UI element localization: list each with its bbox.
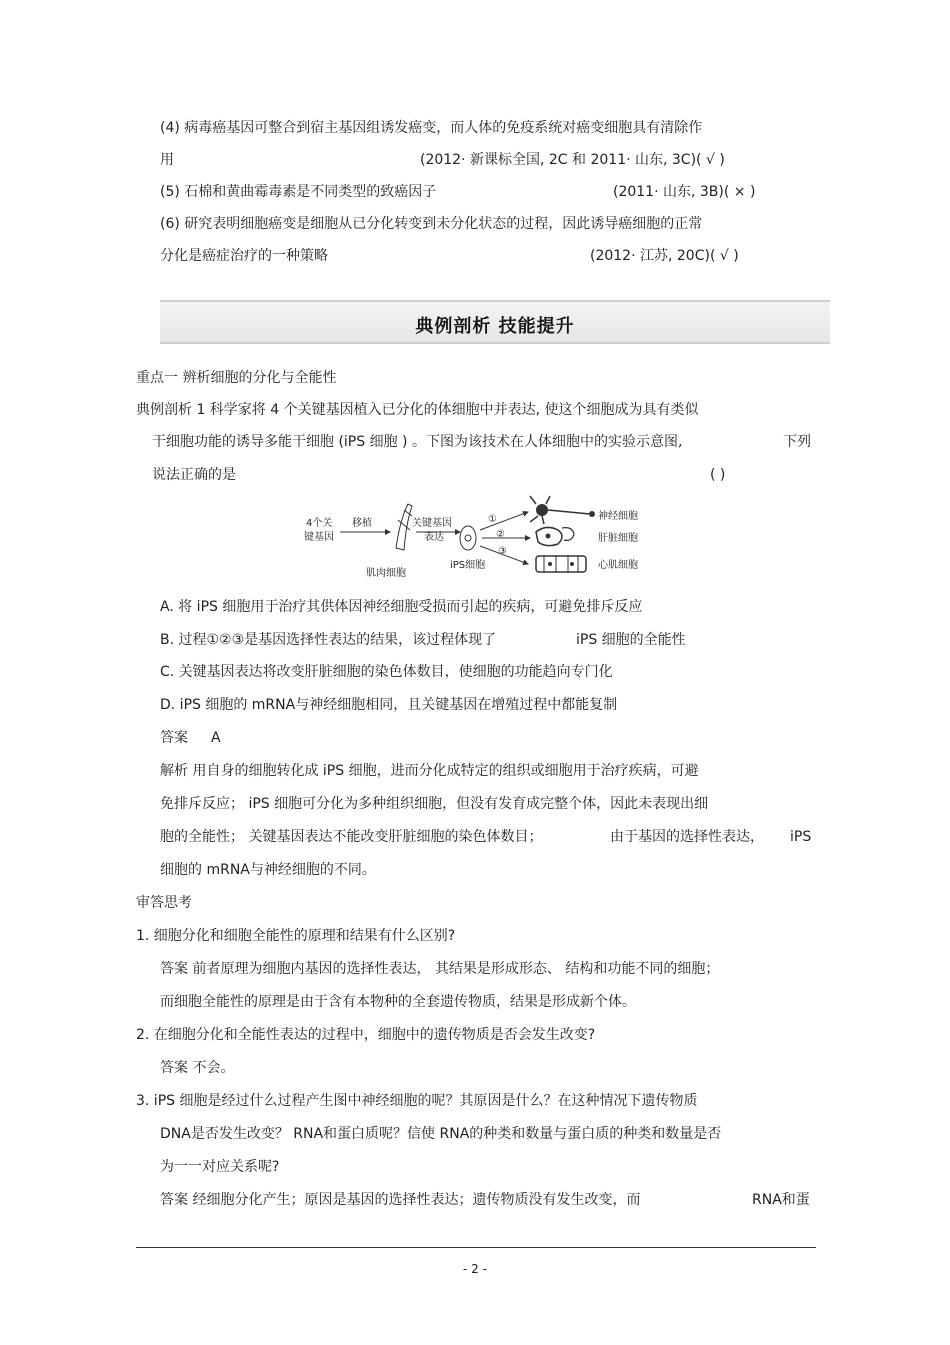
thinking-q2: 2. 在细胞分化和全能性表达的过程中，细胞中的遗传物质是否会发生改变? xyxy=(136,1027,596,1043)
thinking-a3: 答案 经细胞分化产生；原因是基因的选择性表达；遗传物质没有发生改变，而 xyxy=(160,1192,641,1208)
item-4-source: (2012· 新课标全国, 2C 和 2011· 山东, 3C)( √ ) xyxy=(420,152,725,168)
question-line-3: 说法正确的是 xyxy=(152,467,236,483)
item-4-line-2: 用 xyxy=(160,152,174,168)
neuron-drawing xyxy=(530,496,595,524)
label-muscle: 肌肉细胞 xyxy=(366,568,406,579)
page-number: - 2 - xyxy=(463,1262,487,1276)
item-4-line-1: (4) 病毒癌基因可整合到宿主基因组诱发癌变，而人体的免疫系统对癌变细胞具有清除作 xyxy=(160,120,703,136)
section-banner xyxy=(160,300,830,344)
liver-drawing xyxy=(536,527,574,545)
analysis-line-2: 免排斥反应； iPS 细胞可分化为多种组织细胞，但没有发育成完整个体，因此未表现出细 xyxy=(160,796,709,812)
label-heart: 心肌细胞 xyxy=(598,560,638,571)
analysis-line-4: 细胞的 mRNA与神经细胞的不同。 xyxy=(160,862,376,878)
item-5-source: (2011· 山东, 3B)( × ) xyxy=(613,184,756,200)
analysis-line-1: 解析 用自身的细胞转化成 iPS 细胞，进而分化成特定的组织或细胞用于治疗疾病，可避 xyxy=(160,763,699,779)
label-expression-1: 关键基因 xyxy=(412,518,452,529)
question-line-2: 干细胞功能的诱导多能干细胞 (iPS 细胞 ) 。下图为该技术在人体细胞中的实验示意图, xyxy=(152,434,683,450)
thinking-a1-line-1: 答案 前者原理为细胞内基因的选择性表达， 其结果是形成形态、 结构和功能不同的细胞； xyxy=(160,961,720,977)
option-a: A. 将 iPS 细胞用于治疗其供体因神经细胞受损而引起的疾病，可避免排斥反应 xyxy=(160,599,643,615)
analysis-line-3: 胞的全能性； 关键基因表达不能改变肝脏细胞的染色体数目； xyxy=(160,829,543,845)
analysis-line-3-mid: 由于基因的选择性表达， xyxy=(610,829,764,845)
label-genes-1: 4个关 xyxy=(306,518,333,529)
item-6-source: (2012· 江苏, 20C)( √ ) xyxy=(590,248,739,264)
thinking-a2: 答案 不会。 xyxy=(160,1060,235,1076)
thinking-a1-line-2: 而细胞全能性的原理是由于含有本物种的全套遗传物质，结果是形成新个体。 xyxy=(160,994,636,1010)
thinking-q3-line-3: 为一一对应关系呢? xyxy=(160,1159,280,1175)
label-transplant: 移植 xyxy=(352,518,372,529)
thinking-q3-line-1: 3. iPS 细胞是经过什么过程产生图中神经细胞的呢？其原因是什么？在这种情况下遗传物质 xyxy=(136,1093,698,1109)
item-6-line-1: (6) 研究表明细胞癌变是细胞从已分化转变到未分化状态的过程，因此诱导癌细胞的正常 xyxy=(160,216,703,232)
ips-diagram xyxy=(300,490,660,590)
label-process-3: ③ xyxy=(498,546,507,557)
section-banner-title: 典例剖析 技能提升 xyxy=(415,316,575,337)
thinking-q1: 1. 细胞分化和细胞全能性的原理和结果有什么区别? xyxy=(136,928,456,944)
label-ips: iPS细胞 xyxy=(450,560,486,571)
question-line-1: 典例剖析 1 科学家将 4 个关键基因植入已分化的体细胞中并表达, 使这个细胞成为具有类似 xyxy=(136,402,699,418)
ips-cell-shape xyxy=(460,526,476,550)
thinking-a3-end: RNA和蛋 xyxy=(752,1192,810,1208)
item-6-line-2: 分化是癌症治疗的一种策略 xyxy=(160,248,328,264)
item-5: (5) 石棉和黄曲霉毒素是不同类型的致癌因子 xyxy=(160,184,437,200)
analysis-line-3-end: iPS xyxy=(790,829,812,845)
label-process-2: ② xyxy=(496,529,505,540)
label-liver: 肝脏细胞 xyxy=(598,533,638,544)
label-neuron: 神经细胞 xyxy=(598,511,638,522)
label-genes-2: 键基因 xyxy=(304,532,334,543)
heart-muscle-drawing xyxy=(536,556,586,572)
label-process-1: ① xyxy=(488,514,497,525)
answer-label: 答案 xyxy=(160,730,188,746)
thinking-heading: 审答思考 xyxy=(136,895,192,911)
muscle-cell-shape xyxy=(396,504,412,550)
key-point-heading: 重点一 辨析细胞的分化与全能性 xyxy=(136,370,337,386)
thinking-q3-line-2: DNA是否发生改变？ RNA和蛋白质呢？信使 RNA的种类和数量与蛋白质的种类和数量是否 xyxy=(160,1126,722,1142)
answer-bracket: ( ) xyxy=(710,467,726,483)
label-expression-2: 表达 xyxy=(424,532,444,543)
option-b-end: iPS 细胞的全能性 xyxy=(576,632,686,648)
footer-rule xyxy=(136,1247,816,1248)
answer-value: A xyxy=(211,730,221,746)
question-line-2-end: 下列 xyxy=(783,434,811,450)
option-c: C. 关键基因表达将改变肝脏细胞的染色体数目，使细胞的功能趋向专门化 xyxy=(160,664,613,680)
option-d: D. iPS 细胞的 mRNA与神经细胞相同，且关键基因在增殖过程中都能复制 xyxy=(160,697,618,713)
option-b: B. 过程①②③是基因选择性表达的结果，该过程体现了 xyxy=(160,632,497,648)
